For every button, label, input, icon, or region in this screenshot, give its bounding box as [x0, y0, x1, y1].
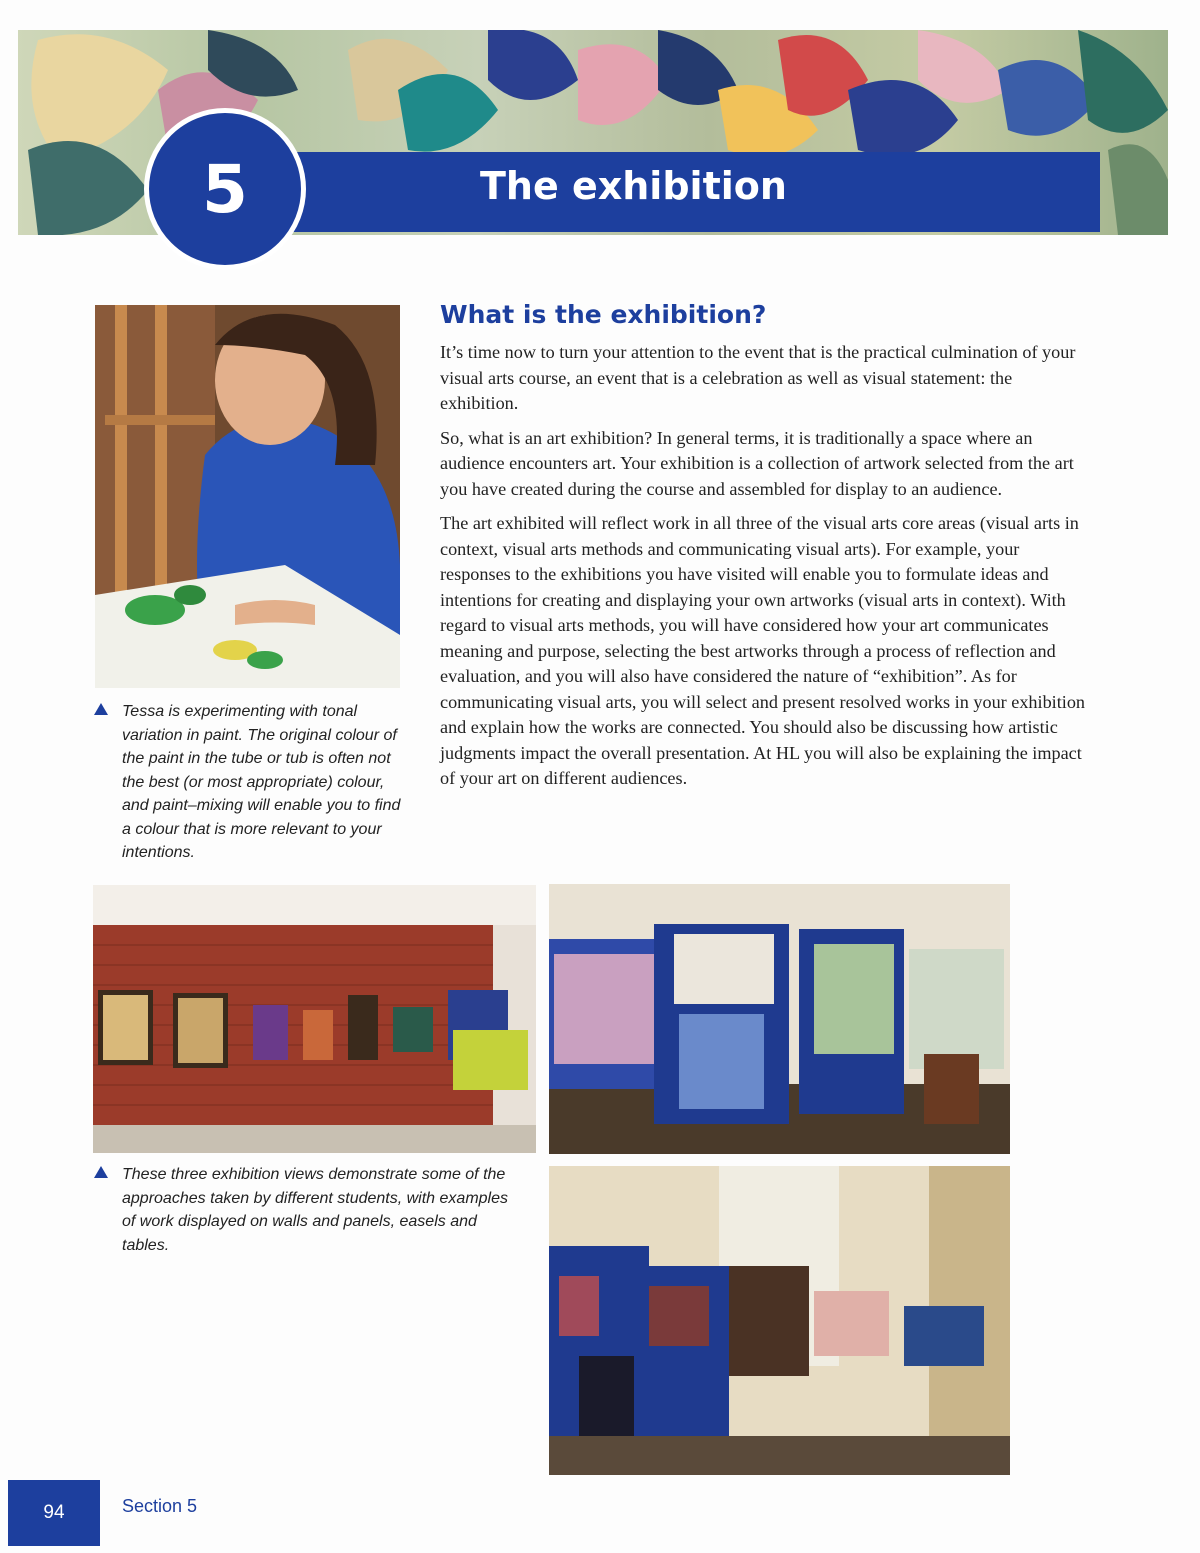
exhibition-panels-photo — [549, 884, 1010, 1154]
chapter-title: The exhibition — [480, 164, 787, 208]
painting-caption-text: Tessa is experimenting with tonal variation in paint. The original colour of the paint in the tube or tub is often not the best (or most appropriate) colour, and paint–mixing will enable you to find a colour that is more relevant to your intentions. — [122, 703, 401, 861]
page-number-box — [8, 1480, 100, 1546]
exhibition-caption — [122, 1163, 512, 1257]
paragraph-1: It’s time now to turn your attention to the event that is the practical culmination of your visual arts course, an event that is a celebration as well as visual statement: the exhibition. — [440, 342, 1076, 413]
exhibition-caption-text: These three exhibition views demonstrate some of the approaches taken by different students, with examples of work displayed on walls and panels, easels and tables. — [122, 1166, 508, 1254]
caption-triangle-icon — [94, 703, 108, 715]
chapter-number: 5 — [202, 150, 248, 228]
chapter-number-badge — [144, 108, 306, 270]
chapter-title-bar — [280, 152, 1100, 232]
section-heading: What is the exhibition? — [440, 300, 767, 329]
exhibition-room-photo — [549, 1166, 1010, 1475]
painting-caption — [122, 700, 412, 865]
exhibition-wall-photo — [93, 885, 536, 1153]
page-number: 94 — [43, 1502, 65, 1523]
caption-triangle-icon — [94, 1166, 108, 1178]
body-text — [440, 340, 1090, 801]
section-label: Section 5 — [122, 1496, 198, 1516]
paragraph-3: The art exhibited will reflect work in all three of the visual arts core areas (visual arts in context, visual arts methods and communicating visual arts). For example, your responses to the exhibitions you have visited will enable you to formulate ideas and intentions for creating and displaying your own artworks (visual arts in context). With regard to visual arts methods, you will have considered how your art communicates meaning and purpose, selecting the best artworks through a process of reflection and evaluation, and you will also have considered the nature of “exhibition”. As for communicating visual arts, you will select and present resolved works in your exhibition and explain how the works are connected. You should also be discussing how artistic judgments impact the overall presentation. At HL you will also be explaining the impact of your art on different audiences. — [440, 513, 1086, 788]
paragraph-2: So, what is an art exhibition? In general terms, it is traditionally a space where an audience encounters art. Your exhibition is a collection of artwork selected from the art you have created during the course and assembled for display to an audience. — [440, 427, 1074, 499]
painting-photo — [95, 305, 400, 688]
